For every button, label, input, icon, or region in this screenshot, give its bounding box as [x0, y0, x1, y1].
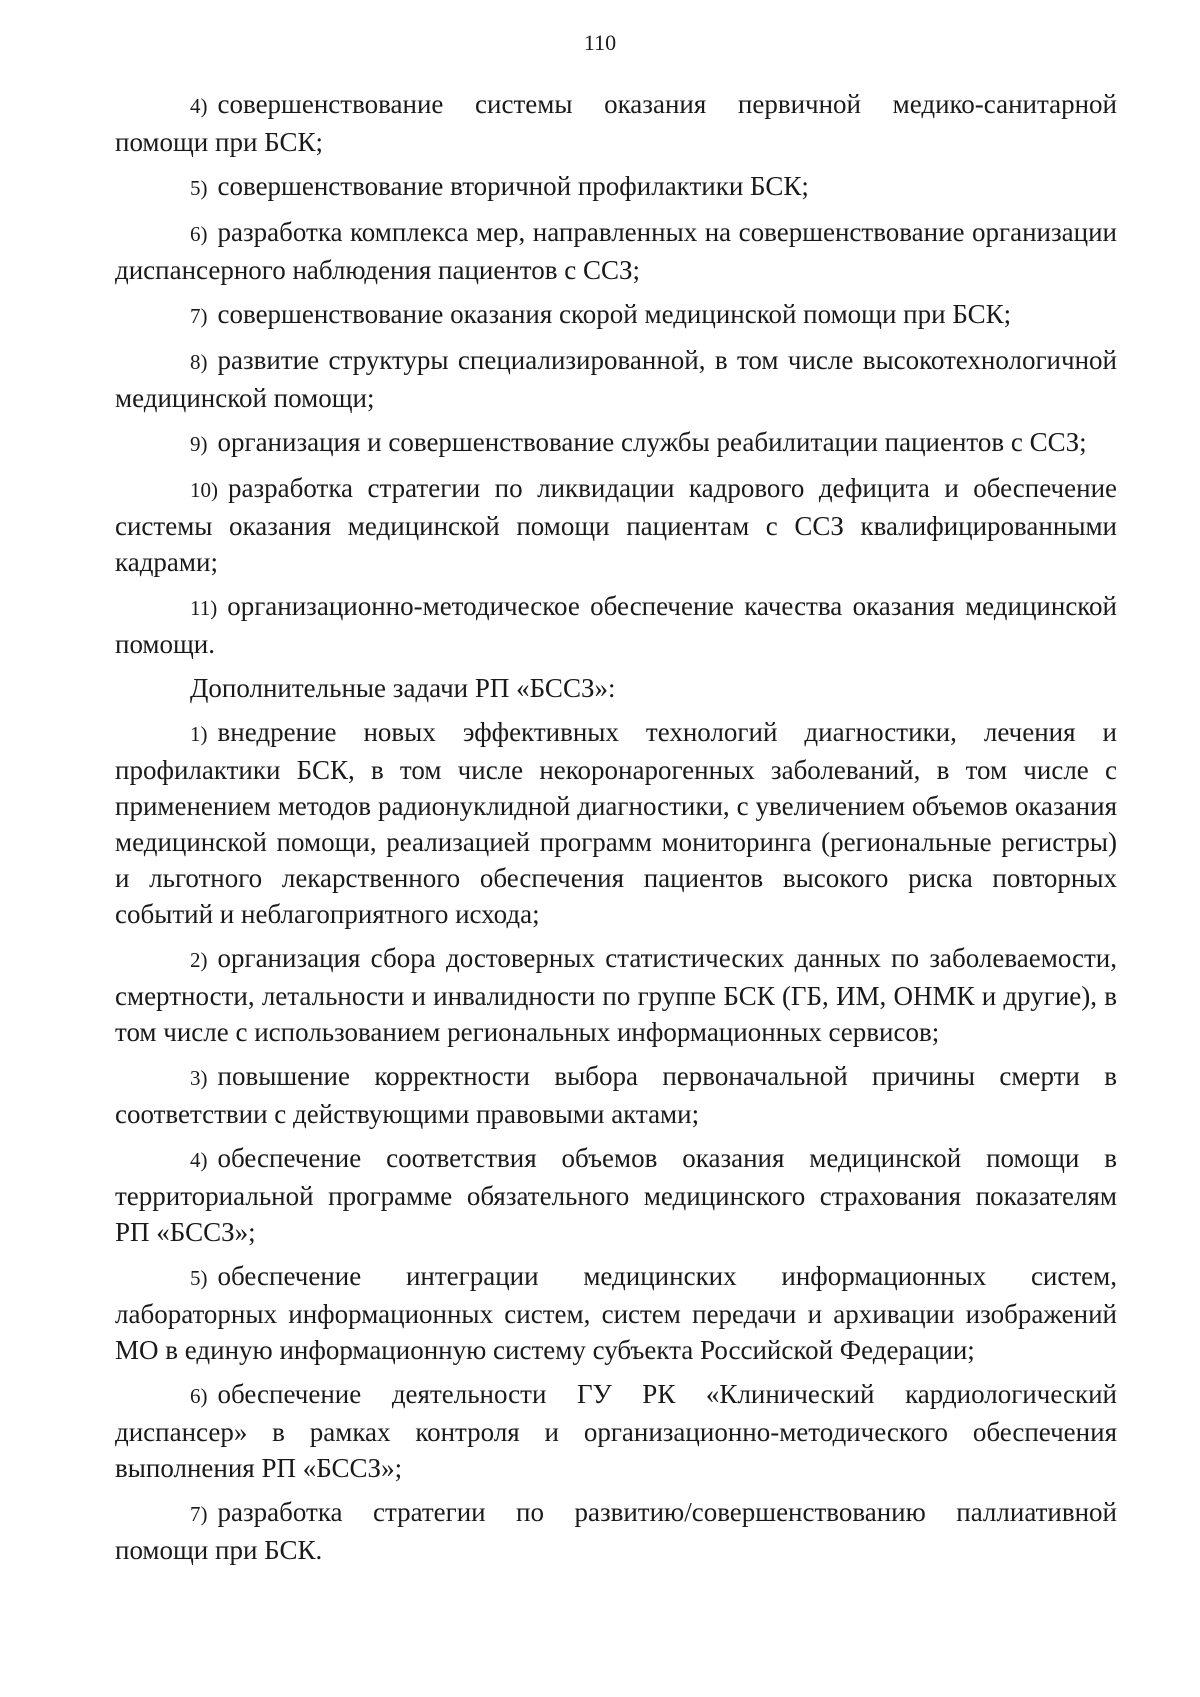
- item-number: 9): [190, 432, 208, 456]
- list-item: [115, 168, 1117, 206]
- item-number: 1): [190, 722, 208, 746]
- item-text: развитие структуры специализированной, в том числе высокотехнологичной медицинской помощи;: [115, 345, 1117, 413]
- item-number: 7): [190, 1502, 208, 1526]
- item-text: обеспечение интеграции медицинских информационных систем, лабораторных информационных систем, систем передачи и архивации изображений МО в единую информационную систему субъекта Российской Федерации;: [115, 1261, 1117, 1365]
- item-number: 2): [190, 948, 208, 972]
- additional-list-item: [115, 940, 1117, 1050]
- additional-list-item: [115, 1058, 1117, 1132]
- item-number: 5): [190, 176, 208, 200]
- item-text: повышение корректности выбора первоначальной причины смерти в соответствии с действующими правовыми актами;: [115, 1061, 1117, 1129]
- additional-list-item: [115, 1258, 1117, 1368]
- list-item: [115, 424, 1117, 462]
- item-number: 7): [190, 304, 208, 328]
- item-number: 6): [190, 1384, 208, 1408]
- section-heading: Дополнительные задачи РП «БССЗ»:: [190, 673, 616, 703]
- additional-list-item: [115, 1494, 1117, 1568]
- item-text: совершенствование оказания скорой медицинской помощи при БСК;: [217, 299, 1012, 329]
- item-number: 6): [190, 222, 208, 246]
- item-text: обеспечение соответствия объемов оказания медицинской помощи в территориальной программе обязательного медицинского страхования показателям РП «БССЗ»;: [115, 1143, 1117, 1247]
- page-number: 110: [583, 30, 617, 55]
- item-number: 4): [190, 94, 208, 118]
- list-item: [115, 342, 1117, 416]
- document-body: [115, 86, 1117, 1576]
- item-text: разработка стратегии по развитию/совершенствованию паллиативной помощи при БСК.: [115, 1497, 1117, 1565]
- list-item: [115, 588, 1117, 662]
- list-item: [115, 214, 1117, 288]
- item-text: обеспечение деятельности ГУ РК «Клинический кардиологический диспансер» в рамках контроля и организационно-методического обеспечения выполнения РП «БССЗ»;: [115, 1379, 1117, 1483]
- item-number: 4): [190, 1148, 208, 1172]
- item-number: 5): [190, 1266, 208, 1290]
- item-number: 8): [190, 350, 208, 374]
- additional-list-item: [115, 1140, 1117, 1250]
- item-text: разработка комплекса мер, направленных на совершенствование организации диспансерного наблюдения пациентов с ССЗ;: [115, 217, 1117, 285]
- item-text: совершенствование вторичной профилактики БСК;: [217, 171, 809, 201]
- item-text: совершенствование системы оказания первичной медико-санитарной помощи при БСК;: [115, 89, 1117, 157]
- item-number: 3): [190, 1066, 208, 1090]
- item-text: организация и совершенствование службы реабилитации пациентов с ССЗ;: [217, 427, 1087, 457]
- item-text: организация сбора достоверных статистических данных по заболеваемости, смертности, летальности и инвалидности по группе БСК (ГБ, ИМ, ОНМК и другие), в том числе с использованием региональных информационных сервисов;: [115, 943, 1117, 1047]
- item-number: 10): [190, 478, 218, 502]
- item-text: организационно-методическое обеспечение качества оказания медицинской помощи.: [115, 591, 1117, 659]
- list-item: [115, 296, 1117, 334]
- additional-list-item: [115, 714, 1117, 932]
- item-text: внедрение новых эффективных технологий диагностики, лечения и профилактики БСК, в том числе некоронарогенных заболеваний, в том числе с применением методов радионуклидной диагностики, с увеличением объемов оказания медицинской помощи, реализацией программ мониторинга (региональные регистры) и льготного лекарственного обеспечения пациентов высокого риска повторных событий и неблагоприятного исхода;: [115, 717, 1117, 929]
- item-text: разработка стратегии по ликвидации кадрового дефицита и обеспечение системы оказания медицинской помощи пациентам с ССЗ квалифицированными кадрами;: [115, 473, 1117, 577]
- additional-list-item: [115, 1376, 1117, 1486]
- item-number: 11): [190, 596, 218, 620]
- list-item: [115, 470, 1117, 580]
- list-item: [115, 86, 1117, 160]
